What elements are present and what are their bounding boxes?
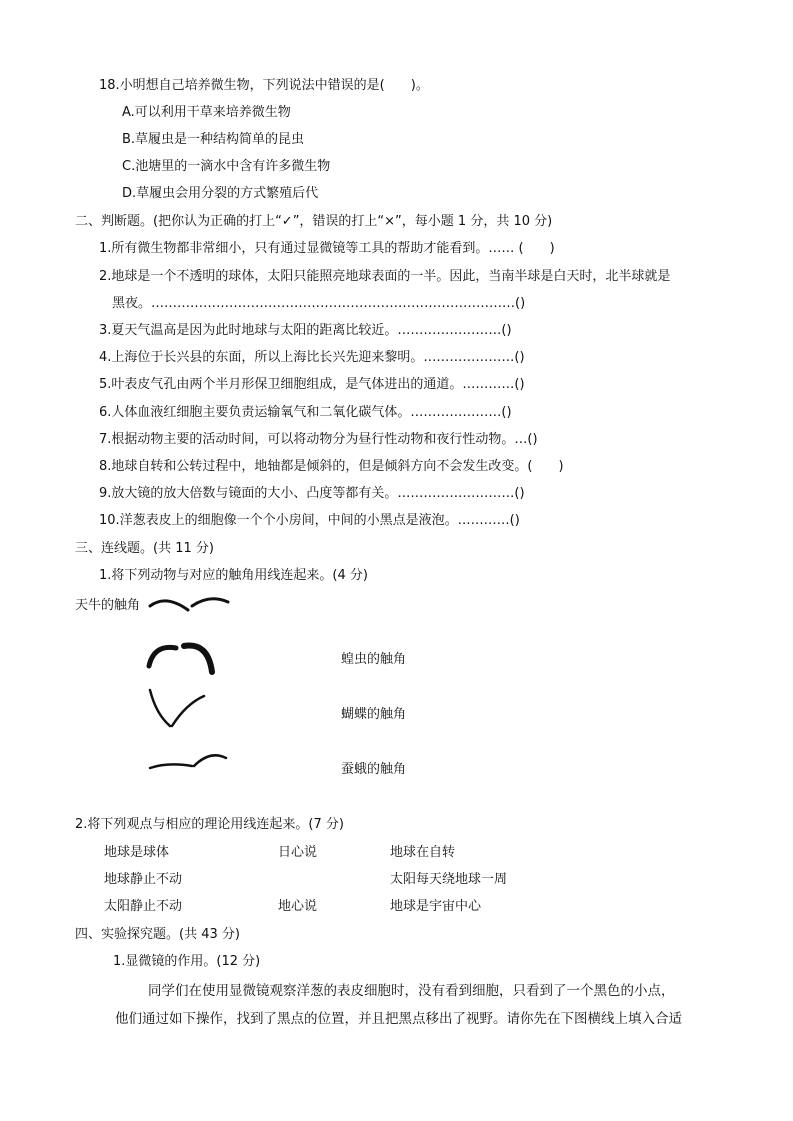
judge-item-2-cont: 黑夜。…………………………………………………………………………() — [112, 296, 526, 311]
theory-heliocentric: 日心说 — [278, 845, 318, 860]
q18-option-c: C.池塘里的一滴水中含有许多微生物 — [122, 159, 331, 174]
section3-title: 三、连线题。(共 11 分) — [75, 541, 214, 556]
judge-item-7: 7.根据动物主要的活动时间，可以将动物分为昼行性动物和夜行性动物。…() — [99, 432, 538, 447]
longhorn-antenna-image — [148, 594, 232, 616]
judge-item-4: 4.上海位于长兴县的东面，所以上海比长兴先迎来黎明。…………………() — [99, 350, 525, 365]
viewpoint-3: 太阳静止不动 — [104, 899, 183, 914]
theory-geocentric: 地心说 — [278, 899, 318, 914]
judge-item-8: 8.地球自转和公转过程中，地轴都是倾斜的，但是倾斜方向不会发生改变。( ) — [99, 459, 564, 474]
experiment-paragraph-line1: 同学们在使用显微镜观察洋葱的表皮细胞时，没有看到细胞，只看到了一个黑色的小点， — [148, 983, 675, 999]
longhorn-antenna-label: 天牛的触角 — [75, 598, 141, 613]
viewpoint-1: 地球是球体 — [104, 845, 170, 860]
q18-option-a: A.可以利用干草来培养微生物 — [122, 105, 291, 120]
q18-option-d: D.草履虫会用分裂的方式繁殖后代 — [122, 186, 319, 201]
q18-stem: 18.小明想自己培养微生物，下列说法中错误的是( )。 — [99, 78, 429, 93]
viewpoint-4: 地球在自转 — [390, 845, 456, 860]
locust-antenna-label: 蝗虫的触角 — [341, 652, 407, 667]
judge-item-2: 2.地球是一个不透明的球体，太阳只能照亮地球表面的一半。因此，当南半球是白天时，北半球就是 — [99, 269, 671, 284]
q18-option-b: B.草履虫是一种结构简单的昆虫 — [122, 132, 305, 147]
viewpoint-2: 地球静止不动 — [104, 872, 183, 887]
judge-item-5: 5.叶表皮气孔由两个半月形保卫细胞组成，是气体进出的通道。…………() — [99, 377, 525, 392]
section2-title: 二、判断题。(把你认为正确的打上“✓”，错误的打上“×”，每小题 1 分，共 10 分) — [75, 214, 553, 229]
experiment-paragraph-line2: 他们通过如下操作，找到了黑点的位置，并且把黑点移出了视野。请你先在下图横线上填入合适 — [115, 1011, 682, 1027]
judge-item-3: 3.夏天气温高是因为此时地球与太阳的距离比较近。……………………() — [99, 323, 512, 338]
match-q1-stem: 1.将下列动物与对应的触角用线连起来。(4 分) — [99, 568, 368, 583]
judge-item-6: 6.人体血液红细胞主要负责运输氧气和二氧化碳气体。…………………() — [99, 405, 512, 420]
experiment-q1-stem: 1.显微镜的作用。(12 分) — [113, 954, 261, 969]
viewpoint-5: 太阳每天绕地球一周 — [390, 872, 508, 887]
viewpoint-6: 地球是宇宙中心 — [390, 899, 482, 914]
silkmoth-antenna-image — [148, 752, 228, 772]
match-q2-stem: 2.将下列观点与相应的理论用线连起来。(7 分) — [75, 817, 344, 832]
judge-item-10: 10.洋葱表皮上的细胞像一个个小房间，中间的小黑点是液泡。…………() — [99, 513, 520, 528]
butterfly-antenna-label: 蝴蝶的触角 — [341, 707, 407, 722]
section4-title: 四、实验探究题。(共 43 分) — [75, 927, 240, 942]
judge-item-9: 9.放大镜的放大倍数与镜面的大小、凸度等都有关。………………………() — [99, 486, 525, 501]
locust-antenna-image — [146, 638, 218, 678]
silkmoth-antenna-label: 蚕蛾的触角 — [341, 762, 407, 777]
judge-item-1: 1.所有微生物都非常细小，只有通过显微镜等工具的帮助才能看到。…… ( ) — [99, 241, 555, 256]
butterfly-antenna-image — [146, 686, 208, 730]
